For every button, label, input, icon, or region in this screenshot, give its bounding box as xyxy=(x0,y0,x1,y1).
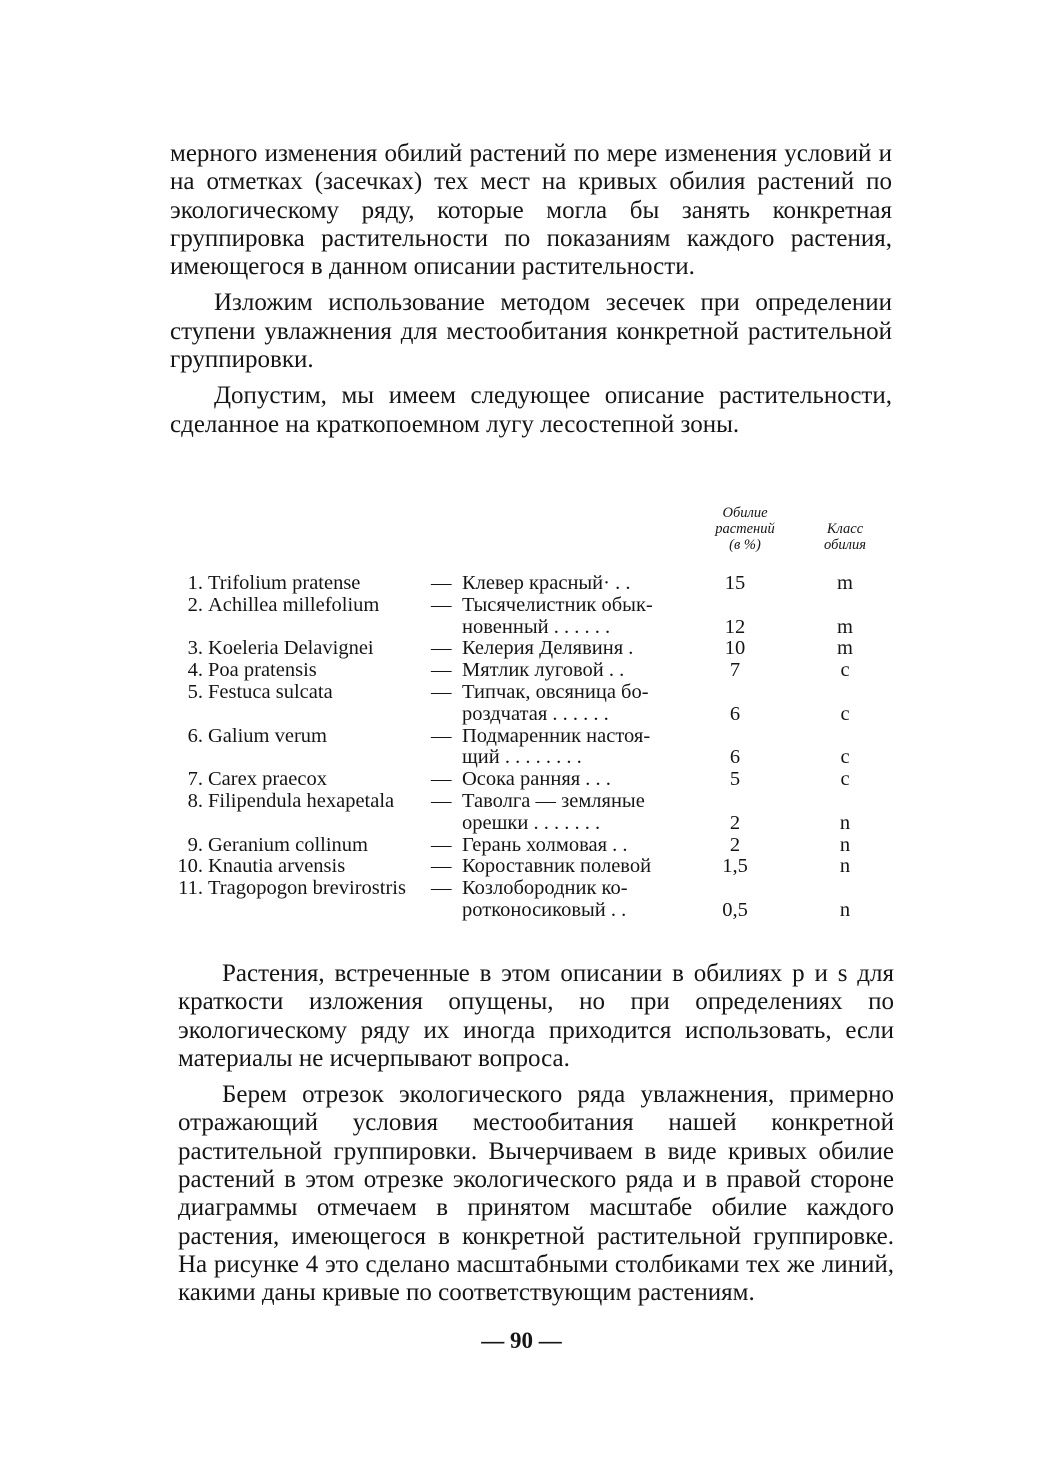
row-number: 4. xyxy=(187,659,203,682)
abundance-class: m xyxy=(837,615,853,638)
latin-name: Trifolium pratense xyxy=(208,572,361,594)
russian-name: Клевер красный· . . xyxy=(462,572,631,594)
row-number: 3. xyxy=(187,637,203,660)
latin-name: Festuca sulcata xyxy=(208,680,333,703)
dash: — xyxy=(431,724,452,747)
page-number: — 90 — xyxy=(481,1328,562,1353)
latin-name: Achillea millefolium xyxy=(208,593,380,616)
table-body xyxy=(175,573,895,922)
table-row xyxy=(175,726,895,770)
abundance-value: 7 xyxy=(729,659,741,682)
paragraph-example: Допустим, мы имеем следующее описание растительности, сделанное на краткопоемном лугу лесостепной зоны. xyxy=(170,382,892,438)
abundance-value: 6 xyxy=(729,746,741,769)
header-abundance: Обилие растений (в %) xyxy=(715,505,775,553)
dash: — xyxy=(431,768,452,791)
table-row xyxy=(175,573,895,595)
row-number: 9. xyxy=(187,833,203,856)
russian-name: Тысячелистник обык- новенный . . . . . . xyxy=(462,593,653,638)
row-number: 11. xyxy=(178,877,203,900)
table-row xyxy=(175,791,895,835)
dash: — xyxy=(431,593,452,616)
table-row xyxy=(175,878,895,922)
row-number: 7. xyxy=(187,768,203,791)
latin-name: Tragopogon brevirostris xyxy=(208,877,406,900)
row-number: 6. xyxy=(187,724,203,747)
dash: — xyxy=(431,680,452,703)
abundance-class: c xyxy=(840,659,850,682)
table-row xyxy=(175,769,895,791)
body-text xyxy=(178,960,894,1308)
abundance-value: 12 xyxy=(724,615,746,638)
abundance-class: n xyxy=(839,855,851,878)
dash: — xyxy=(431,877,452,900)
latin-name: Geranium collinum xyxy=(208,833,368,856)
row-number: 10. xyxy=(177,855,203,878)
abundance-value: 2 xyxy=(729,833,741,856)
row-number: 5. xyxy=(187,680,203,703)
paragraph-diagram: Берем отрезок экологического ряда увлажнения, примерно отражающий условия местообитания нашей конкретной растительной группировки. Вычерчиваем в виде кривых обилие растений в этом отрезке экологического ряда и в правой стороне диаграммы отмечаем в принятом масштабе обилие каждого растения, имеющегося в конкретной растительной группировке. На рисунке 4 это сделано масштабными столбиками тех же линий, какими даны кривые по соответствующим растениям. xyxy=(178,1081,894,1307)
latin-name: Koeleria Delavignei xyxy=(208,637,374,660)
row-number: 1. xyxy=(187,572,203,594)
table-row xyxy=(175,595,895,639)
latin-name: Poa pratensis xyxy=(208,659,317,682)
russian-name: Таволга — земляные орешки . . . . . . . xyxy=(462,789,645,834)
paragraph-omitted-species: Растения, встреченные в этом описании в обилиях р и s для краткости изложения опущены, но при определениях по экологическому ряду их иногда приходится использовать, если материалы не исчерпывают вопроса. xyxy=(178,960,894,1072)
abundance-class: n xyxy=(839,833,851,856)
abundance-class: c xyxy=(840,702,850,725)
abundance-class: c xyxy=(840,768,850,791)
dash: — xyxy=(431,572,452,594)
row-number: 2. xyxy=(187,593,203,616)
table-row xyxy=(175,856,895,878)
header-class: Класс обилия xyxy=(824,521,866,553)
abundance-class: m xyxy=(837,637,853,660)
russian-name: Типчак, овсяница бо- роздчатая . . . . . . xyxy=(462,680,649,725)
russian-name: Козлобородник ко- ротконосиковый . . xyxy=(462,877,628,921)
russian-name: Келерия Делявиня . xyxy=(462,637,634,660)
abundance-class: n xyxy=(839,811,851,834)
russian-name: Короставник полевой xyxy=(462,855,652,878)
abundance-class: c xyxy=(840,746,850,769)
russian-name: Подмаренник настоя- щий . . . . . . . . xyxy=(462,724,651,769)
abundance-value: 5 xyxy=(729,768,741,791)
dash: — xyxy=(431,659,452,682)
intro-text xyxy=(170,140,892,439)
table-row xyxy=(175,638,895,660)
dash: — xyxy=(431,789,452,812)
latin-name: Carex praecox xyxy=(208,768,327,791)
row-number: 8. xyxy=(187,789,203,812)
russian-name: Герань холмовая . . xyxy=(462,833,628,856)
table-row xyxy=(175,835,895,857)
species-table xyxy=(175,505,895,921)
dash: — xyxy=(431,637,452,660)
abundance-value: 15 xyxy=(724,572,746,594)
dash: — xyxy=(431,855,452,878)
latin-name: Filipendula hexapetala xyxy=(208,789,395,812)
russian-name: Мятлик луговой . . xyxy=(462,659,625,682)
dash: — xyxy=(431,833,452,856)
abundance-class: n xyxy=(839,898,851,921)
abundance-value: 1,5 xyxy=(722,855,748,878)
abundance-class: m xyxy=(837,572,853,594)
abundance-value: 6 xyxy=(729,702,741,725)
russian-name: Осока ранняя . . . xyxy=(462,768,611,791)
table-row xyxy=(175,682,895,726)
paragraph-method: Изложим использование методом зесечек при определении ступени увлажнения для местообитания конкретной растительной группировки. xyxy=(170,289,892,374)
table-row xyxy=(175,660,895,682)
table-header xyxy=(175,505,895,565)
abundance-value: 10 xyxy=(724,637,746,660)
paragraph-continued: мерного изменения обилий растений по мере изменения условий и на отметках (засечках) тех мест на кривых обилия растений по экологическому ряду, которые могла бы занять конкретная группировка растительности по показаниям каждого растения, имеющегося в данном описании растительности. xyxy=(170,140,892,281)
latin-name: Galium verum xyxy=(208,724,327,747)
abundance-value: 0,5 xyxy=(722,898,748,921)
latin-name: Knautia arvensis xyxy=(208,855,346,878)
abundance-value: 2 xyxy=(729,811,741,834)
